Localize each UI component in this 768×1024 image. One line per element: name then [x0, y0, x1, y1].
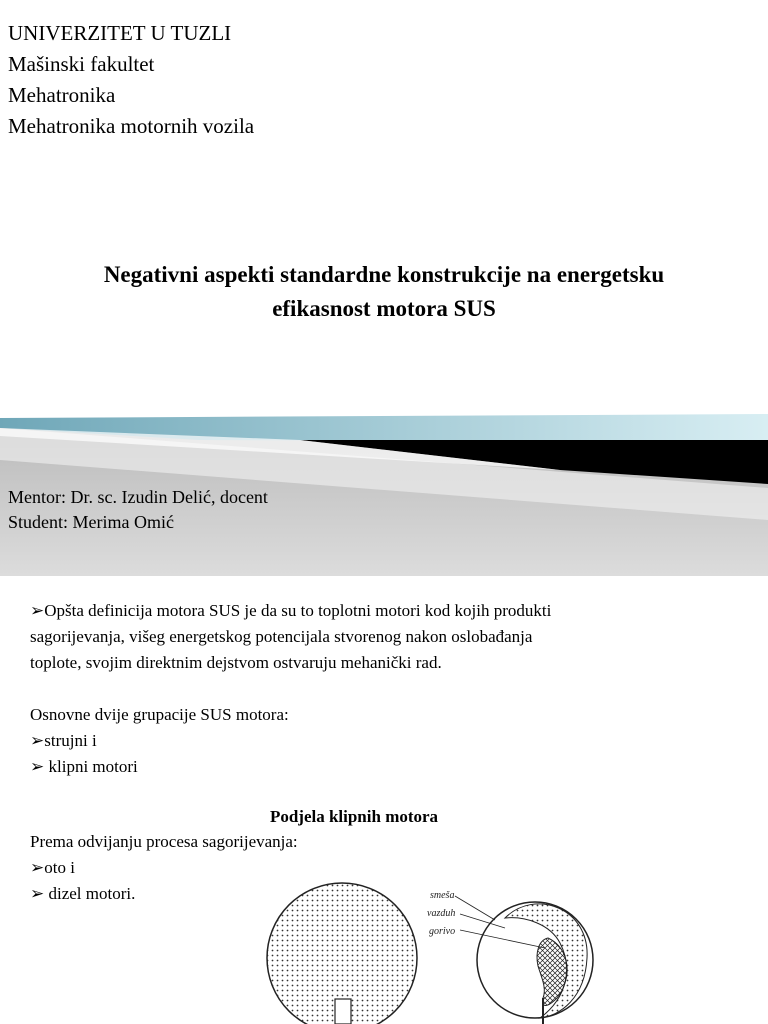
content-slide [0, 576, 768, 1024]
department-name: Mehatronika [8, 83, 116, 107]
credits [8, 485, 268, 535]
group-item-2: ➢ klipni motori [30, 757, 138, 776]
group-item-1: ➢strujni i [30, 731, 97, 750]
title-line-1: Negativni aspekti standardne konstrukcije na energetsku [103, 262, 665, 287]
definition-line-2: sagorijevanja, višeg energetskog potencijala stvorenog nakon oslobađanja [30, 627, 533, 646]
groups-intro: Osnovne dvije grupacije SUS motora: [30, 705, 289, 724]
definition-block [30, 598, 750, 780]
label-smesa: smeša [430, 890, 455, 901]
university-name: UNIVERZITET U TUZLI [8, 21, 232, 45]
section-title: Podjela klipnih motora [269, 807, 439, 826]
faculty-name: Mašinski fakultet [8, 52, 155, 76]
label-vazduh: vazduh [427, 908, 456, 919]
label-gorivo: gorivo [429, 926, 456, 937]
title-line-2: efikasnost motora SUS [272, 296, 496, 321]
spark-plug [335, 999, 351, 1024]
section-body [30, 829, 298, 907]
institution-header [8, 18, 254, 142]
mentor-line: Mentor: Dr. sc. Izudin Delić, docent [8, 487, 268, 507]
presentation-title [0, 258, 768, 326]
definition-line-3: toplote, svojim direktnim dejstvom ostvaruju mehanički rad. [30, 653, 442, 672]
definition-line-1: ➢Opšta definicija motora SUS je da su to toplotni motori kod kojih produkti [30, 601, 552, 620]
student-line: Student: Merima Omić [8, 512, 174, 532]
course-name: Mehatronika motornih vozila [8, 114, 255, 138]
section-item-2: ➢ dizel motori. [30, 884, 136, 903]
section-intro: Prema odvijanju procesa sagorijevanja: [30, 832, 298, 851]
section-item-1: ➢oto i [30, 858, 75, 877]
